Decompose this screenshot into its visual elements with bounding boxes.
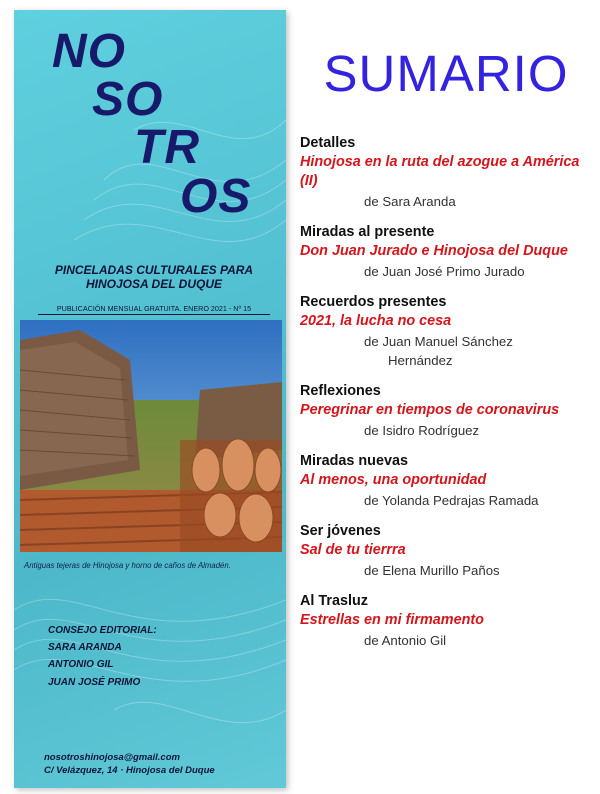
publication-info: PUBLICACIÓN MENSUAL GRATUITA. ENERO 2021 - Nº 15 (38, 304, 270, 315)
summary-entry (300, 592, 596, 650)
summary-title: SUMARIO (323, 45, 569, 102)
editorial-member: JUAN JOSÉ PRIMO (48, 676, 141, 688)
cover-title-line: TR (134, 121, 200, 174)
article-author: de Antonio Gil (364, 633, 447, 648)
cover-subtitle (34, 264, 274, 292)
summary-entries (300, 134, 596, 662)
article-author-line: Hernández (388, 353, 453, 368)
kiln-and-pottery-image (20, 320, 282, 552)
article-title: Hinojosa en la ruta del azogue a América (II) (300, 154, 580, 189)
editorial-board (48, 622, 157, 691)
cover-photo (20, 320, 282, 552)
cover-title-line: NO (52, 25, 126, 78)
editorial-heading: CONSEJO EDITORIAL: (48, 625, 157, 636)
article-title: Al menos, una oportunidad (300, 472, 487, 488)
article-author: de Juan José Primo Jurado (364, 264, 525, 279)
article-title: 2021, la lucha no cesa (300, 313, 452, 329)
summary-entry (300, 382, 596, 440)
cover-subtitle-line: HINOJOSA DEL DUQUE (85, 276, 223, 291)
editorial-member: SARA ARANDA (48, 642, 122, 654)
summary-entry (300, 522, 596, 580)
article-author: de Isidro Rodríguez (364, 423, 480, 438)
cover-title-line: SO (92, 73, 164, 126)
summary-entry (300, 293, 596, 370)
article-author: de Sara Aranda (364, 194, 456, 209)
summary-entry (300, 452, 596, 510)
cover-title-line: OS (180, 170, 252, 223)
section-name: Detalles (300, 135, 356, 151)
article-author: de Yolanda Pedrajas Ramada (364, 493, 539, 508)
contact-email: nosotroshinojosa@gmail.com (44, 752, 180, 763)
article-author-line: de Juan Manuel Sánchez (364, 334, 513, 349)
cover-subtitle-line: PINCELADAS CULTURALES PARA (54, 263, 254, 277)
section-name: Ser jóvenes (300, 523, 381, 539)
summary-entry (300, 223, 596, 281)
cover-contact (44, 752, 276, 778)
editorial-member: ANTONIO GIL (48, 659, 114, 671)
contact-address: C/ Velázquez, 14 · Hinojosa del Duque (44, 764, 215, 776)
summary-entry (300, 134, 596, 211)
section-name: Reflexiones (300, 383, 381, 399)
article-title: Peregrinar en tiempos de coronavirus (300, 402, 560, 418)
article-title: Sal de tu tierrra (300, 542, 406, 558)
article-author: de Elena Murillo Paños (364, 563, 500, 578)
section-name: Al Trasluz (300, 593, 368, 609)
section-name: Recuerdos presentes (300, 294, 447, 310)
photo-caption: Antiguas tejeras de Hinojosa y horno de caños de Almadén. (24, 561, 231, 570)
article-title: Estrellas en mi firmamento (300, 612, 484, 628)
magazine-cover (14, 10, 286, 788)
section-name: Miradas nuevas (300, 453, 408, 469)
article-author (300, 332, 596, 370)
section-name: Miradas al presente (300, 224, 435, 240)
article-title: Don Juan Jurado e Hinojosa del Duque (300, 243, 568, 259)
